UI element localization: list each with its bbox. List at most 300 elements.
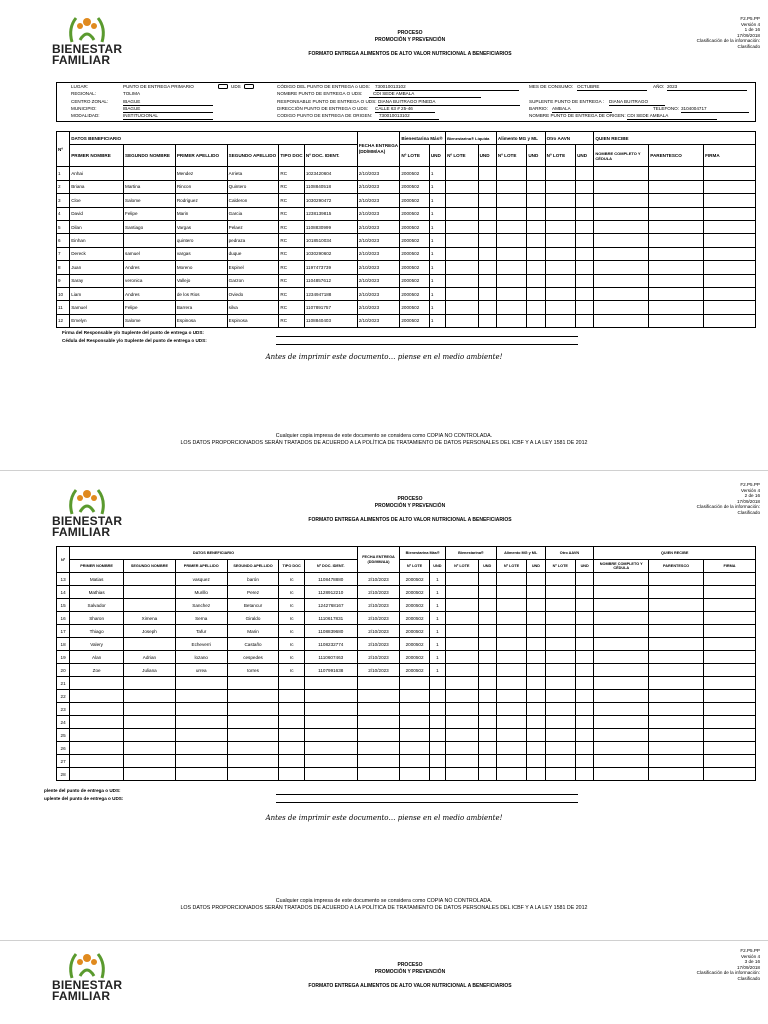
cell-empty[interactable] bbox=[478, 220, 496, 233]
cell-empty[interactable] bbox=[527, 755, 545, 768]
cell-empty[interactable] bbox=[446, 703, 479, 716]
cell-empty[interactable] bbox=[446, 638, 479, 651]
cell-empty[interactable] bbox=[649, 586, 704, 599]
cell-empty[interactable] bbox=[576, 167, 594, 180]
cell-empty[interactable] bbox=[649, 194, 704, 207]
cell-empty[interactable] bbox=[649, 314, 704, 327]
cell-empty[interactable] bbox=[496, 274, 526, 287]
cell-empty[interactable] bbox=[496, 599, 526, 612]
cell-empty[interactable] bbox=[446, 599, 479, 612]
cell-empty[interactable] bbox=[545, 599, 575, 612]
cell-empty[interactable] bbox=[704, 586, 756, 599]
cell-empty[interactable] bbox=[649, 716, 704, 729]
cell-empty[interactable] bbox=[576, 247, 594, 260]
table-row bbox=[57, 651, 756, 664]
cell-empty[interactable] bbox=[478, 207, 496, 220]
cell-empty[interactable] bbox=[704, 301, 756, 314]
cell-empty[interactable] bbox=[649, 180, 704, 193]
cell-empty[interactable] bbox=[446, 677, 479, 690]
cell-empty[interactable] bbox=[478, 573, 496, 586]
cell-empty[interactable] bbox=[594, 586, 649, 599]
cell-empty[interactable] bbox=[704, 180, 756, 193]
cell-empty[interactable] bbox=[496, 301, 526, 314]
cell-empty[interactable] bbox=[478, 274, 496, 287]
cell-empty[interactable] bbox=[496, 234, 526, 247]
cell-empty[interactable] bbox=[527, 612, 545, 625]
cell-empty[interactable] bbox=[446, 768, 479, 781]
cell-empty[interactable] bbox=[704, 599, 756, 612]
cell-empty[interactable] bbox=[527, 664, 545, 677]
cell-empty[interactable] bbox=[527, 287, 545, 300]
cell-empty[interactable] bbox=[496, 194, 526, 207]
cell-empty[interactable] bbox=[527, 716, 545, 729]
cell-empty[interactable] bbox=[576, 703, 594, 716]
cell-empty[interactable] bbox=[496, 690, 526, 703]
cell-und: 1 bbox=[429, 220, 445, 233]
cell-empty[interactable] bbox=[478, 664, 496, 677]
cell-empty[interactable] bbox=[527, 207, 545, 220]
cell-empty[interactable] bbox=[576, 234, 594, 247]
cell-empty[interactable] bbox=[594, 651, 649, 664]
cell-empty[interactable] bbox=[704, 234, 756, 247]
cell-empty[interactable] bbox=[446, 167, 479, 180]
cell-empty[interactable] bbox=[496, 742, 526, 755]
cell-doc: 1107991638 bbox=[304, 664, 357, 677]
cell-empty[interactable] bbox=[594, 287, 649, 300]
cell-empty[interactable] bbox=[704, 194, 756, 207]
cell-empty[interactable] bbox=[576, 180, 594, 193]
cell-empty[interactable] bbox=[446, 274, 479, 287]
cell-empty[interactable] bbox=[594, 274, 649, 287]
cell-empty[interactable] bbox=[649, 703, 704, 716]
cell-empty[interactable] bbox=[478, 768, 496, 781]
cell-empty[interactable] bbox=[576, 742, 594, 755]
cell-empty[interactable] bbox=[478, 716, 496, 729]
cell-empty[interactable] bbox=[478, 194, 496, 207]
cell-empty[interactable] bbox=[704, 220, 756, 233]
cell-empty[interactable] bbox=[576, 301, 594, 314]
cell-empty[interactable] bbox=[545, 729, 575, 742]
cell-empty[interactable] bbox=[496, 729, 526, 742]
cell-empty[interactable] bbox=[496, 664, 526, 677]
cell-empty[interactable] bbox=[704, 314, 756, 327]
cell-empty[interactable] bbox=[576, 287, 594, 300]
cell-empty[interactable] bbox=[576, 638, 594, 651]
cell-td: RC bbox=[279, 207, 304, 220]
table-row bbox=[57, 612, 756, 625]
codigo-uds-value: 730010013102 bbox=[375, 84, 519, 91]
cell-empty[interactable] bbox=[594, 755, 649, 768]
cell-empty[interactable] bbox=[478, 677, 496, 690]
cell-und bbox=[429, 677, 445, 690]
cell-empty[interactable] bbox=[545, 234, 575, 247]
cell-empty[interactable] bbox=[496, 768, 526, 781]
cell-empty[interactable] bbox=[478, 586, 496, 599]
cell-fecha bbox=[357, 690, 400, 703]
cell-empty[interactable] bbox=[545, 703, 575, 716]
cell-empty[interactable] bbox=[527, 625, 545, 638]
cell-empty[interactable] bbox=[594, 301, 649, 314]
cell-empty[interactable] bbox=[545, 167, 575, 180]
cell-empty[interactable] bbox=[576, 573, 594, 586]
cell-empty[interactable] bbox=[496, 220, 526, 233]
cell-empty[interactable] bbox=[594, 234, 649, 247]
cell-empty[interactable] bbox=[704, 677, 756, 690]
cell-empty[interactable] bbox=[649, 664, 704, 677]
cell-empty[interactable] bbox=[527, 180, 545, 193]
cell-lote: 2000502 bbox=[400, 301, 429, 314]
cell-empty[interactable] bbox=[649, 729, 704, 742]
cell-empty[interactable] bbox=[496, 755, 526, 768]
cell-empty[interactable] bbox=[545, 768, 575, 781]
cell-empty[interactable] bbox=[545, 716, 575, 729]
cell-empty[interactable] bbox=[446, 664, 479, 677]
cell-empty[interactable] bbox=[478, 261, 496, 274]
cell-empty[interactable] bbox=[545, 287, 575, 300]
cell-empty[interactable] bbox=[545, 207, 575, 220]
cell-empty[interactable] bbox=[446, 755, 479, 768]
cell-empty[interactable] bbox=[496, 677, 526, 690]
cell-empty[interactable] bbox=[496, 207, 526, 220]
cell-empty[interactable] bbox=[704, 247, 756, 260]
cell-empty[interactable] bbox=[704, 274, 756, 287]
cell-empty[interactable] bbox=[446, 716, 479, 729]
cell-empty[interactable] bbox=[527, 690, 545, 703]
cell-empty[interactable] bbox=[478, 314, 496, 327]
cell-empty[interactable] bbox=[446, 742, 479, 755]
table-row bbox=[57, 207, 756, 220]
cell-empty[interactable] bbox=[594, 729, 649, 742]
cell-empty[interactable] bbox=[704, 287, 756, 300]
cell-lote bbox=[400, 677, 429, 690]
cell-empty[interactable] bbox=[478, 167, 496, 180]
cell-empty[interactable] bbox=[496, 180, 526, 193]
table-row bbox=[57, 573, 756, 586]
cell-empty[interactable] bbox=[576, 690, 594, 703]
cell-empty[interactable] bbox=[594, 638, 649, 651]
cell-empty[interactable] bbox=[594, 220, 649, 233]
cell-empty[interactable] bbox=[576, 612, 594, 625]
cell-n: 27 bbox=[57, 755, 70, 768]
cell-empty[interactable] bbox=[545, 612, 575, 625]
cell-empty[interactable] bbox=[594, 612, 649, 625]
cell-empty[interactable] bbox=[478, 651, 496, 664]
nombre-uds-value: CDI SEDE AMBALA bbox=[373, 91, 415, 96]
cell-empty[interactable] bbox=[704, 755, 756, 768]
cell-empty[interactable] bbox=[446, 651, 479, 664]
cell-empty[interactable] bbox=[527, 234, 545, 247]
cell-empty[interactable] bbox=[594, 768, 649, 781]
cell-empty[interactable] bbox=[576, 314, 594, 327]
cell-empty[interactable] bbox=[446, 180, 479, 193]
cell-empty[interactable] bbox=[594, 314, 649, 327]
cell-empty[interactable] bbox=[527, 651, 545, 664]
cell-empty[interactable] bbox=[594, 664, 649, 677]
cell-sn bbox=[124, 234, 176, 247]
cell-empty[interactable] bbox=[446, 287, 479, 300]
cell-empty[interactable] bbox=[649, 234, 704, 247]
cell-empty[interactable] bbox=[704, 703, 756, 716]
cell-empty[interactable] bbox=[545, 664, 575, 677]
cedula-label-cut: uplente del punto de entrega o UDS: bbox=[44, 796, 124, 801]
cell-empty[interactable] bbox=[576, 651, 594, 664]
cell-empty[interactable] bbox=[446, 247, 479, 260]
cell-empty[interactable] bbox=[446, 301, 479, 314]
cell-empty[interactable] bbox=[496, 287, 526, 300]
cell-empty[interactable] bbox=[545, 690, 575, 703]
cell-sa: Garcia bbox=[227, 207, 279, 220]
cell-empty[interactable] bbox=[496, 247, 526, 260]
cell-empty[interactable] bbox=[649, 742, 704, 755]
cell-empty[interactable] bbox=[478, 234, 496, 247]
cell-empty[interactable] bbox=[576, 677, 594, 690]
cell-empty[interactable] bbox=[496, 612, 526, 625]
cell-empty[interactable] bbox=[704, 768, 756, 781]
cell-empty[interactable] bbox=[704, 573, 756, 586]
cell-empty[interactable] bbox=[594, 247, 649, 260]
cell-empty[interactable] bbox=[478, 612, 496, 625]
cell-empty[interactable] bbox=[446, 612, 479, 625]
cell-empty[interactable] bbox=[527, 586, 545, 599]
cell-empty[interactable] bbox=[704, 167, 756, 180]
cell-sn: Felipe bbox=[124, 301, 176, 314]
cell-und: 1 bbox=[429, 274, 445, 287]
cell-empty[interactable] bbox=[576, 716, 594, 729]
cell-lote: 2000502 bbox=[400, 194, 429, 207]
cell-empty[interactable] bbox=[649, 768, 704, 781]
cell-doc bbox=[304, 690, 357, 703]
cell-empty[interactable] bbox=[478, 690, 496, 703]
cell-empty[interactable] bbox=[496, 167, 526, 180]
cell-empty[interactable] bbox=[594, 742, 649, 755]
cell-empty[interactable] bbox=[478, 599, 496, 612]
cell-empty[interactable] bbox=[649, 677, 704, 690]
cell-empty[interactable] bbox=[576, 261, 594, 274]
cell-lote bbox=[400, 703, 429, 716]
cell-empty[interactable] bbox=[527, 638, 545, 651]
cell-empty[interactable] bbox=[545, 651, 575, 664]
cell-empty[interactable] bbox=[649, 261, 704, 274]
cell-empty[interactable] bbox=[594, 180, 649, 193]
cell-empty[interactable] bbox=[527, 220, 545, 233]
cell-n: 14 bbox=[57, 586, 70, 599]
cell-empty[interactable] bbox=[704, 625, 756, 638]
cell-empty[interactable] bbox=[594, 625, 649, 638]
cell-empty[interactable] bbox=[496, 314, 526, 327]
cell-empty[interactable] bbox=[478, 625, 496, 638]
table-row bbox=[57, 314, 756, 327]
lugar-label: LUGAR: bbox=[71, 84, 89, 89]
cell-sa: Castaño bbox=[227, 638, 279, 651]
cell-empty[interactable] bbox=[594, 261, 649, 274]
cell-empty[interactable] bbox=[576, 207, 594, 220]
cell-empty[interactable] bbox=[649, 612, 704, 625]
cell-sa: duque bbox=[227, 247, 279, 260]
cell-empty[interactable] bbox=[446, 625, 479, 638]
cell-empty[interactable] bbox=[576, 755, 594, 768]
table-row bbox=[57, 167, 756, 180]
cell-empty[interactable] bbox=[704, 261, 756, 274]
cell-empty[interactable] bbox=[545, 638, 575, 651]
cell-empty[interactable] bbox=[527, 274, 545, 287]
cell-empty[interactable] bbox=[545, 247, 575, 260]
cell-empty[interactable] bbox=[576, 194, 594, 207]
cell-empty[interactable] bbox=[478, 180, 496, 193]
cell-und: 1 bbox=[429, 638, 445, 651]
cell-empty[interactable] bbox=[478, 301, 496, 314]
cell-empty[interactable] bbox=[545, 261, 575, 274]
cell-empty[interactable] bbox=[649, 220, 704, 233]
primario-checkbox[interactable] bbox=[218, 84, 228, 89]
col-parentesco: PARENTESCO bbox=[649, 145, 704, 167]
cell-fecha: 2/10/2023 bbox=[357, 274, 400, 287]
cell-empty[interactable] bbox=[649, 755, 704, 768]
cell-empty[interactable] bbox=[496, 703, 526, 716]
cell-empty[interactable] bbox=[649, 573, 704, 586]
cell-sa: Arrieta bbox=[227, 167, 279, 180]
cell-empty[interactable] bbox=[527, 247, 545, 260]
cell-empty[interactable] bbox=[704, 651, 756, 664]
cell-empty[interactable] bbox=[594, 703, 649, 716]
cell-empty[interactable] bbox=[527, 573, 545, 586]
cell-empty[interactable] bbox=[527, 314, 545, 327]
cell-empty[interactable] bbox=[446, 314, 479, 327]
cell-empty[interactable] bbox=[478, 247, 496, 260]
cell-empty[interactable] bbox=[704, 207, 756, 220]
cell-empty[interactable] bbox=[704, 638, 756, 651]
cell-empty[interactable] bbox=[446, 207, 479, 220]
cell-empty[interactable] bbox=[649, 651, 704, 664]
cell-empty[interactable] bbox=[649, 207, 704, 220]
cell-empty[interactable] bbox=[594, 677, 649, 690]
cell-empty[interactable] bbox=[594, 573, 649, 586]
cell-empty[interactable] bbox=[527, 301, 545, 314]
cell-empty[interactable] bbox=[649, 638, 704, 651]
cell-empty[interactable] bbox=[527, 599, 545, 612]
cell-lote: 2000502 bbox=[400, 247, 429, 260]
cell-empty[interactable] bbox=[545, 586, 575, 599]
cell-empty[interactable] bbox=[704, 716, 756, 729]
cell-empty[interactable] bbox=[478, 287, 496, 300]
cell-empty[interactable] bbox=[649, 625, 704, 638]
cell-pn: David bbox=[70, 207, 124, 220]
cell-empty[interactable] bbox=[576, 729, 594, 742]
cell-empty[interactable] bbox=[594, 194, 649, 207]
cell-empty[interactable] bbox=[545, 625, 575, 638]
cell-empty[interactable] bbox=[527, 167, 545, 180]
uds-checkbox[interactable] bbox=[244, 84, 254, 89]
cell-empty[interactable] bbox=[545, 755, 575, 768]
cell-empty[interactable] bbox=[446, 586, 479, 599]
cell-empty[interactable] bbox=[576, 274, 594, 287]
cell-empty[interactable] bbox=[496, 586, 526, 599]
cell-und bbox=[429, 742, 445, 755]
cell-empty[interactable] bbox=[545, 742, 575, 755]
cell-empty[interactable] bbox=[478, 729, 496, 742]
cell-empty[interactable] bbox=[649, 274, 704, 287]
doc-code: F2.P5.PP bbox=[740, 948, 760, 953]
cell-empty[interactable] bbox=[576, 768, 594, 781]
cell-empty[interactable] bbox=[594, 167, 649, 180]
cell-empty[interactable] bbox=[649, 167, 704, 180]
cell-empty[interactable] bbox=[576, 625, 594, 638]
cell-empty[interactable] bbox=[704, 664, 756, 677]
cedula-line bbox=[276, 344, 578, 345]
cell-empty[interactable] bbox=[576, 599, 594, 612]
cell-empty[interactable] bbox=[594, 599, 649, 612]
cell-empty[interactable] bbox=[704, 690, 756, 703]
cell-doc: 1108232774 bbox=[304, 638, 357, 651]
cell-empty[interactable] bbox=[576, 220, 594, 233]
cell-empty[interactable] bbox=[496, 573, 526, 586]
cell-empty[interactable] bbox=[446, 729, 479, 742]
cell-empty[interactable] bbox=[478, 742, 496, 755]
cell-empty[interactable] bbox=[496, 261, 526, 274]
cell-empty[interactable] bbox=[446, 573, 479, 586]
cell-empty[interactable] bbox=[576, 664, 594, 677]
cell-empty[interactable] bbox=[594, 716, 649, 729]
cell-empty[interactable] bbox=[496, 716, 526, 729]
cell-empty[interactable] bbox=[527, 768, 545, 781]
cell-empty[interactable] bbox=[496, 638, 526, 651]
cell-empty[interactable] bbox=[649, 690, 704, 703]
cell-empty[interactable] bbox=[545, 677, 575, 690]
cell-fecha: 2/10/2023 bbox=[357, 207, 400, 220]
cell-sn bbox=[124, 755, 176, 768]
cell-empty[interactable] bbox=[545, 194, 575, 207]
cell-empty[interactable] bbox=[527, 677, 545, 690]
cell-empty[interactable] bbox=[496, 625, 526, 638]
cell-empty[interactable] bbox=[527, 194, 545, 207]
cell-empty[interactable] bbox=[478, 703, 496, 716]
cell-empty[interactable] bbox=[545, 301, 575, 314]
cell-empty[interactable] bbox=[704, 742, 756, 755]
cell-pa: lozano bbox=[175, 651, 227, 664]
cell-empty[interactable] bbox=[527, 729, 545, 742]
cell-empty[interactable] bbox=[527, 742, 545, 755]
cell-empty[interactable] bbox=[446, 234, 479, 247]
cell-empty[interactable] bbox=[545, 573, 575, 586]
cell-empty[interactable] bbox=[704, 612, 756, 625]
cell-empty[interactable] bbox=[649, 599, 704, 612]
cell-sn bbox=[124, 716, 176, 729]
cell-empty[interactable] bbox=[594, 207, 649, 220]
cell-empty[interactable] bbox=[446, 220, 479, 233]
cell-empty[interactable] bbox=[478, 638, 496, 651]
cell-empty[interactable] bbox=[649, 301, 704, 314]
cell-td: rc bbox=[279, 664, 304, 677]
cell-empty[interactable] bbox=[594, 690, 649, 703]
cell-empty[interactable] bbox=[446, 261, 479, 274]
cell-empty[interactable] bbox=[545, 220, 575, 233]
cell-empty[interactable] bbox=[649, 247, 704, 260]
cell-empty[interactable] bbox=[446, 690, 479, 703]
cell-empty[interactable] bbox=[527, 261, 545, 274]
cell-empty[interactable] bbox=[478, 755, 496, 768]
cell-empty[interactable] bbox=[545, 274, 575, 287]
cell-empty[interactable] bbox=[446, 194, 479, 207]
cell-empty[interactable] bbox=[576, 586, 594, 599]
cell-empty[interactable] bbox=[704, 729, 756, 742]
cell-sn bbox=[124, 599, 176, 612]
cell-empty[interactable] bbox=[649, 287, 704, 300]
cell-empty[interactable] bbox=[527, 703, 545, 716]
cell-empty[interactable] bbox=[545, 180, 575, 193]
doc-date: 17/09/2018 bbox=[737, 32, 760, 38]
cell-pn: Dilan bbox=[70, 220, 124, 233]
cell-empty[interactable] bbox=[545, 314, 575, 327]
cell-empty[interactable] bbox=[496, 651, 526, 664]
